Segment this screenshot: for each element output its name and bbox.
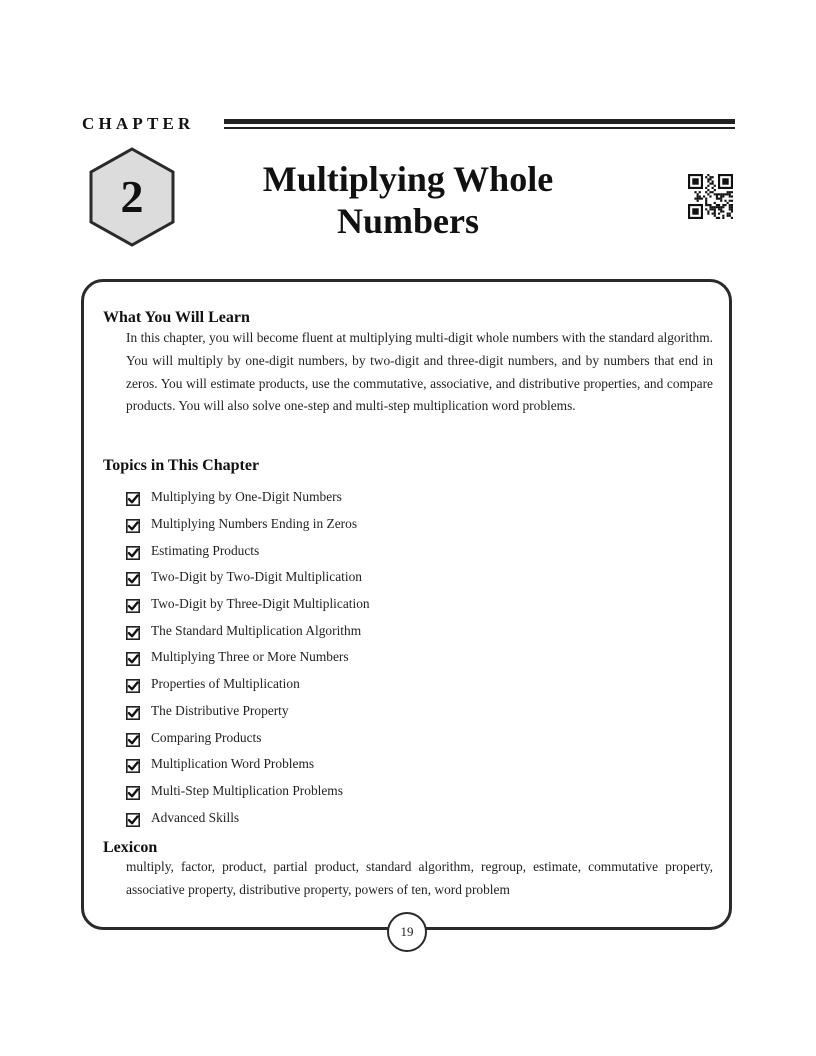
checkbox-checked-icon [126, 599, 140, 613]
topic-item [126, 644, 370, 671]
chapter-number: 2 [120, 171, 144, 222]
topic-label: Two-Digit by Two-Digit Multiplication [151, 569, 362, 585]
topic-item [126, 617, 370, 644]
chapter-title [210, 158, 606, 242]
checkbox-checked-icon [126, 626, 140, 640]
topic-item [126, 804, 370, 831]
topic-item [126, 564, 370, 591]
checkbox-checked-icon [126, 546, 140, 560]
checkbox-checked-icon [126, 733, 140, 747]
checkbox-checked-icon [126, 759, 140, 773]
checkbox-checked-icon [126, 652, 140, 666]
topic-item [126, 698, 370, 725]
topic-label: Multiplying Numbers Ending in Zeros [151, 516, 358, 532]
chapter-title-line1: Multiplying Whole [262, 159, 554, 199]
topic-label: Two-Digit by Three-Digit Multiplication [151, 596, 370, 612]
chapter-number-hexagon [88, 147, 176, 247]
topic-label: Properties of Multiplication [151, 676, 300, 692]
lexicon-heading: Lexicon [103, 839, 158, 856]
learn-paragraph: In this chapter, you will become fluent at multiplying multi-digit whole numbers with the standard algorithm. You will multiply by one-digit numbers, by two-digit and three-digit numbers, and by numbers that end in zeros. You will estimate products, use the commutative, associative, and distributive properties, and compare products. You will also solve one-step and multi-step multiplication word problems. [126, 330, 713, 414]
topics-heading: Topics in This Chapter [103, 457, 260, 474]
chapter-title-line2: Numbers [337, 201, 479, 241]
checkbox-checked-icon [126, 679, 140, 693]
checkbox-checked-icon [126, 706, 140, 720]
page-number: 19 [387, 912, 427, 952]
topic-item [126, 778, 370, 805]
topic-label: Multiplying Three or More Numbers [151, 649, 349, 665]
chapter-rule [224, 119, 735, 130]
checkbox-checked-icon [126, 786, 140, 800]
topic-item [126, 537, 370, 564]
lexicon-paragraph: multiply, factor, product, partial product, standard algorithm, regroup, estimate, commutative property, associative property, distributive property, powers of ten, word problem [126, 859, 713, 897]
topic-label: Multi-Step Multiplication Problems [151, 782, 343, 798]
checkbox-checked-icon [126, 572, 140, 586]
topic-label: The Distributive Property [151, 702, 289, 718]
topic-label: Multiplying by One-Digit Numbers [151, 489, 342, 505]
topic-item [126, 724, 370, 751]
chapter-label: CHAPTER [82, 114, 195, 133]
topic-item [126, 484, 370, 511]
topic-item [126, 671, 370, 698]
topic-label: Estimating Products [151, 542, 260, 558]
topic-item [126, 511, 370, 538]
topic-label: Multiplication Word Problems [151, 756, 315, 772]
checkbox-checked-icon [126, 492, 140, 506]
topic-label: The Standard Multiplication Algorithm [151, 622, 362, 638]
topic-item [126, 591, 370, 618]
checkbox-checked-icon [126, 813, 140, 827]
checkbox-checked-icon [126, 519, 140, 533]
learn-heading: What You Will Learn [103, 309, 250, 326]
topics-list [126, 484, 370, 831]
qr-code-icon[interactable] [688, 174, 733, 219]
topic-item [126, 751, 370, 778]
topic-label: Comparing Products [151, 729, 262, 745]
topic-label: Advanced Skills [151, 809, 240, 825]
